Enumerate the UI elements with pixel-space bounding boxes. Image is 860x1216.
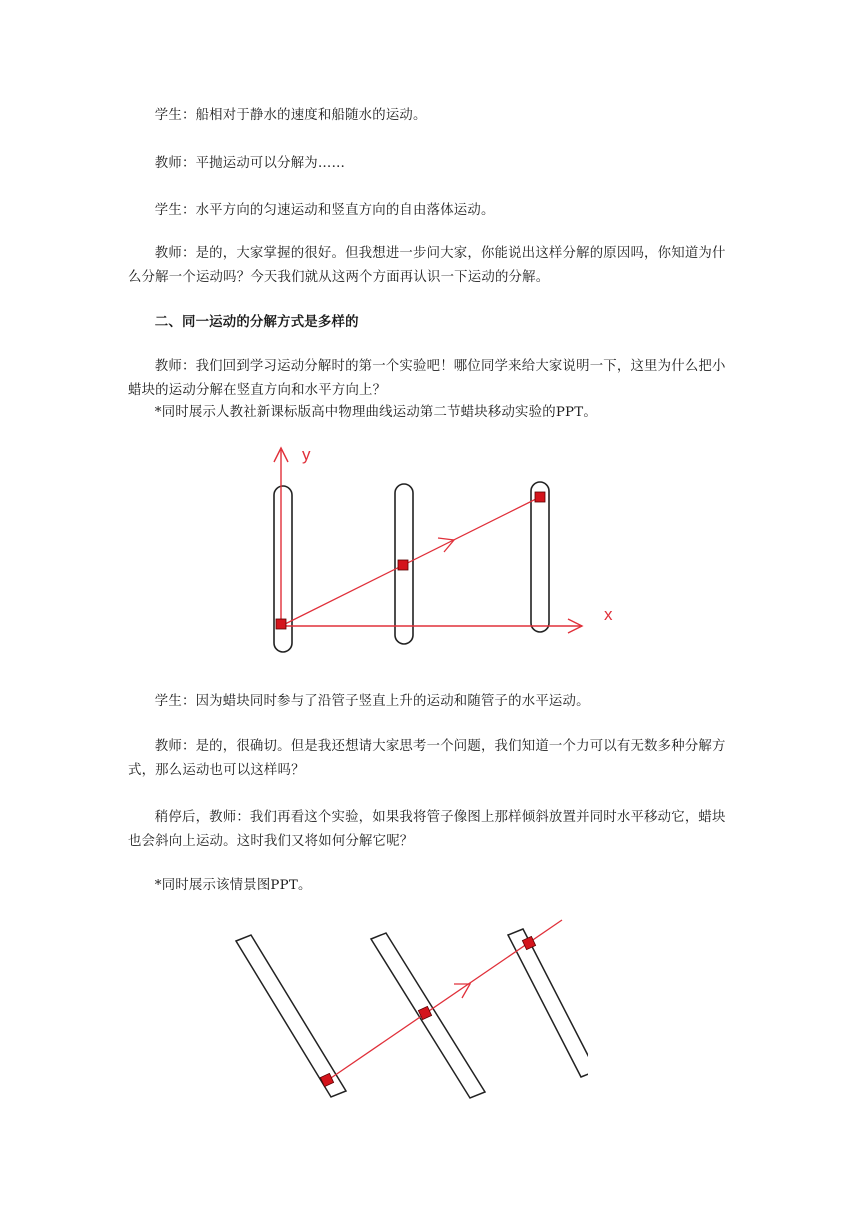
paragraph-student-1: 学生：船相对于静水的速度和船随水的运动。 <box>154 108 427 123</box>
inclined-tube-3 <box>508 929 588 1077</box>
paragraph-teacher-5: 稍停后，教师：我们再看这个实验，如果我将管子像图上那样倾斜放置并同时水平移动它，蜡块也会斜向上运动。这时我们又将如何分解它呢？ <box>128 810 726 849</box>
wax-block-1 <box>276 619 286 629</box>
motion-path-line <box>281 496 542 626</box>
paragraph-note-2: *同时展示该情景图PPT。 <box>154 878 312 893</box>
motion-path-arrowhead <box>438 538 454 552</box>
inclined-wax-block-1 <box>320 1073 333 1086</box>
paragraph-student-2: 学生：水平方向的匀速运动和竖直方向的自由落体运动。 <box>154 203 495 218</box>
inclined-motion-arrowhead <box>454 984 470 998</box>
paragraph-teacher-3: 教师：我们回到学习运动分解时的第一个实验吧！哪位同学来给大家说明一下，这里为什么把小蜡块的运动分解在竖直方向和水平方向上？ <box>128 359 726 398</box>
paragraph-teacher-1: 教师：平抛运动可以分解为…… <box>154 156 346 171</box>
paragraph-note-1: *同时展示人教社新课标版高中物理曲线运动第二节蜡块移动实验的PPT。 <box>154 405 597 420</box>
paragraph-student-3: 学生：因为蜡块同时参与了沿管子竖直上升的运动和随管子的水平运动。 <box>154 694 590 709</box>
wax-block-2 <box>398 560 408 570</box>
inclined-tube-1 <box>236 935 346 1097</box>
wax-block-3 <box>535 492 545 502</box>
x-axis-label: x <box>604 605 613 624</box>
section-heading: 二、同一运动的分解方式是多样的 <box>154 314 359 330</box>
y-axis-label: y <box>302 445 311 464</box>
paragraph-teacher-4: 教师：是的，很确切。但是我还想请大家思考一个问题，我们知道一个力可以有无数多种分解方式，那么运动也可以这样吗？ <box>128 739 726 778</box>
tube-3 <box>531 482 549 632</box>
paragraph-teacher-2: 教师：是的，大家掌握的很好。但我想进一步问大家，你能说出这样分解的原因吗，你知道为什么分解一个运动吗？今天我们就从这两个方面再认识一下运动的分解。 <box>128 246 726 285</box>
inclined-wax-block-3 <box>522 936 535 949</box>
figure-vertical-tubes <box>250 438 630 658</box>
figure-inclined-tubes <box>228 914 588 1104</box>
